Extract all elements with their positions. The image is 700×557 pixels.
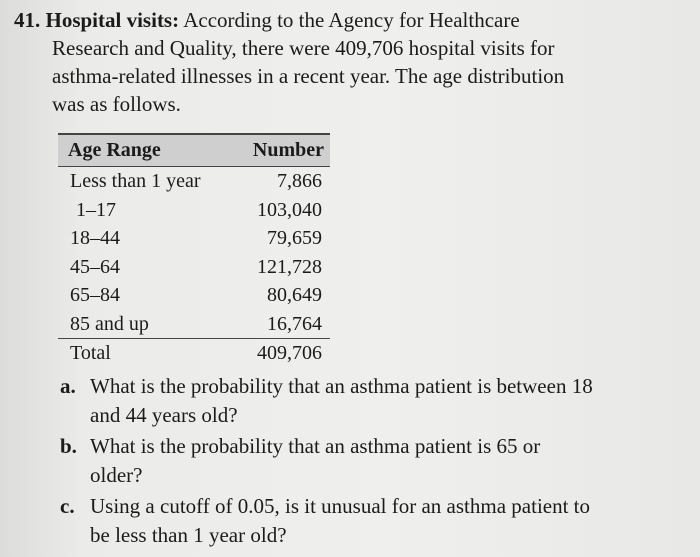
number-cell: 121,728 xyxy=(257,255,322,278)
problem-intro-line: Research and Quality, there were 409,706 hospital visits for xyxy=(52,36,555,60)
table-row xyxy=(58,224,330,253)
age-cell: 85 and up xyxy=(70,312,149,335)
question-list xyxy=(60,372,690,550)
number-cell: 79,659 xyxy=(267,227,322,250)
question-label: b. xyxy=(60,434,77,458)
header-age-range: Age Range xyxy=(58,134,230,167)
age-distribution-table xyxy=(58,133,330,368)
age-cell: Less than 1 year xyxy=(70,170,201,193)
age-cell: 1–17 xyxy=(76,198,116,221)
problem-heading: Hospital visits: xyxy=(45,8,180,32)
question-a xyxy=(60,372,690,430)
table-row xyxy=(58,196,330,225)
table-header-row xyxy=(58,134,330,167)
question-text-line: and 44 years old? xyxy=(90,403,238,427)
age-cell: 65–84 xyxy=(70,284,120,307)
table-total-row xyxy=(58,339,330,368)
question-text-line: What is the probability that an asthma patient is 65 or xyxy=(90,434,541,458)
problem-intro-line: asthma-related illnesses in a recent year. The age distribution xyxy=(52,64,565,88)
problem-number: 41. xyxy=(14,8,41,32)
problem-intro-line: According to the Agency for Healthcare xyxy=(183,8,520,32)
total-value: 409,706 xyxy=(230,339,330,368)
problem-first-line xyxy=(14,6,684,34)
question-c xyxy=(60,492,690,550)
question-b xyxy=(60,432,690,490)
question-label: a. xyxy=(60,374,76,398)
age-cell: 45–64 xyxy=(70,255,120,278)
question-text-line: be less than 1 year old? xyxy=(90,523,287,547)
age-cell: 18–44 xyxy=(70,227,120,250)
question-text-line: older? xyxy=(90,463,143,487)
question-text-line: Using a cutoff of 0.05, is it unusual for an asthma patient to xyxy=(90,494,591,518)
table-row xyxy=(58,310,330,339)
table-row xyxy=(58,253,330,282)
problem-intro-line: was as follows. xyxy=(52,92,181,116)
number-cell: 7,866 xyxy=(277,170,322,193)
number-cell: 80,649 xyxy=(267,284,322,307)
question-label: c. xyxy=(60,494,75,518)
question-text-line: What is the probability that an asthma patient is between 18 xyxy=(90,374,593,398)
number-cell: 16,764 xyxy=(267,312,322,335)
table-row xyxy=(58,281,330,310)
total-label: Total xyxy=(58,339,230,368)
problem-41 xyxy=(14,6,684,118)
table-row xyxy=(58,167,330,196)
header-number: Number xyxy=(230,134,330,167)
number-cell: 103,040 xyxy=(257,198,322,221)
